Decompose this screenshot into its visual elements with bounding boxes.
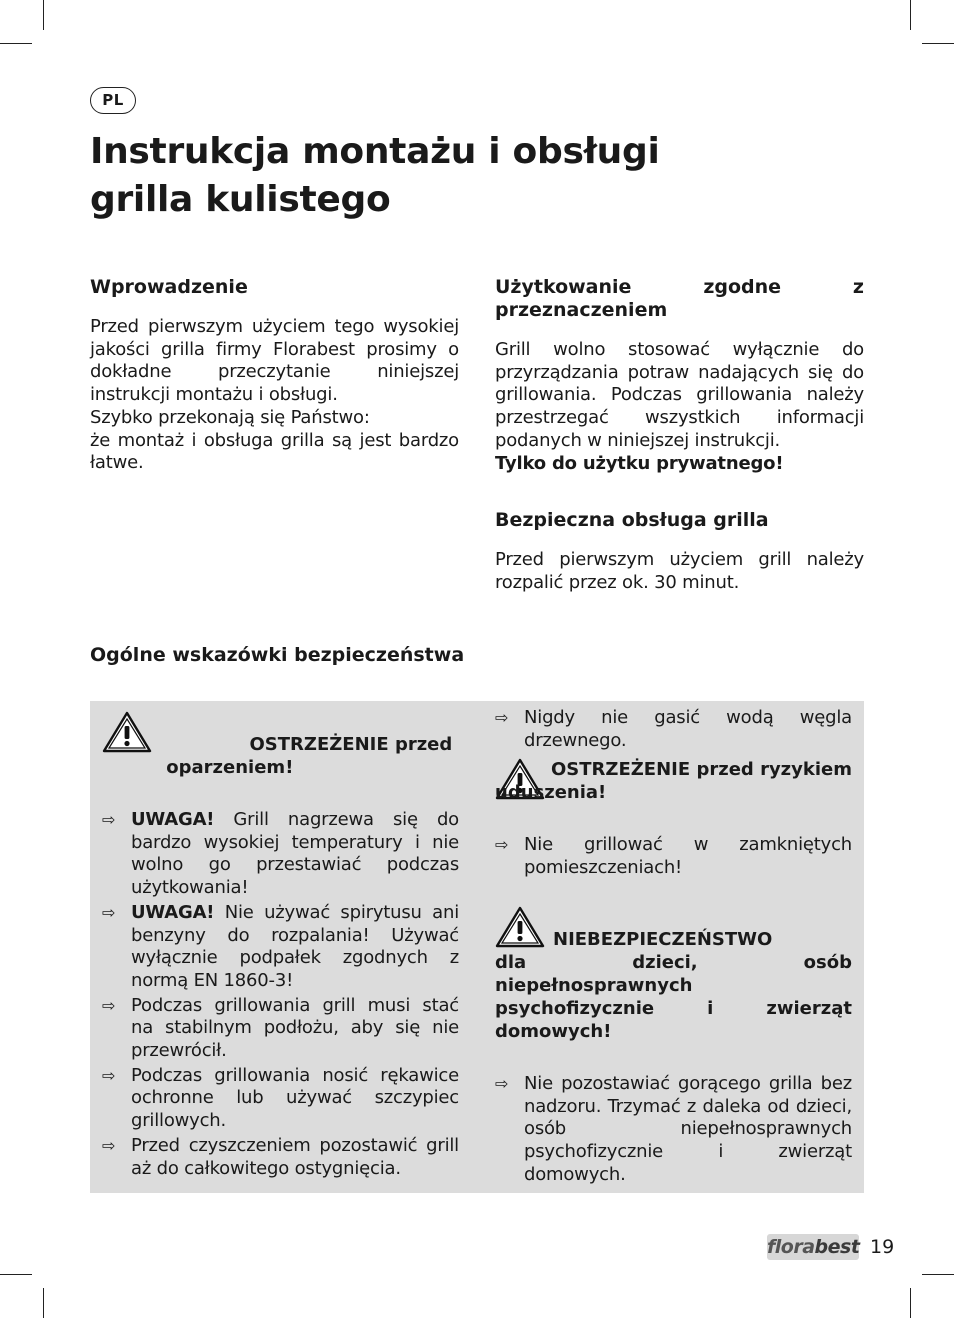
intended-use-heading: Użytkowanie zgodne z przeznaczeniem bbox=[495, 276, 864, 321]
page-title bbox=[90, 128, 790, 224]
water-warning-list bbox=[495, 707, 852, 752]
logo-text: flora bbox=[767, 1236, 815, 1258]
burn-warning-prefix: OSTRZEŻENIE bbox=[249, 734, 389, 755]
children-warning-list bbox=[495, 1073, 852, 1187]
page-number: 19 bbox=[870, 1236, 895, 1258]
arrow-right-icon: ⇨ bbox=[495, 708, 509, 727]
list-item-emphasis: UWAGA! bbox=[131, 901, 215, 923]
suffocation-warning-list bbox=[495, 834, 852, 879]
intended-use-section bbox=[495, 276, 864, 475]
children-warning-heading bbox=[495, 906, 852, 1043]
list-item bbox=[495, 707, 852, 752]
crop-mark bbox=[922, 43, 954, 44]
safe-handling-text bbox=[495, 549, 864, 594]
intro-line: Szybko przekonają się Państwo: bbox=[90, 406, 370, 428]
arrow-right-icon: ⇨ bbox=[102, 1135, 116, 1155]
intro-section bbox=[90, 276, 459, 475]
language-badge: PL bbox=[90, 87, 136, 114]
logo-text: best bbox=[814, 1236, 860, 1258]
crop-mark bbox=[910, 1288, 911, 1318]
suffocation-warning-rest: przed ryzykiem uduszenia! bbox=[495, 759, 852, 804]
safe-handling-heading: Bezpieczna obsługa grilla bbox=[495, 509, 769, 531]
list-item-text: Nie pozostawiać gorącego grilla bez nadzoru. Trzymać z daleka od dzieci, osób niepełnosprawnych psychofizycznie i zwierząt domowych. bbox=[524, 1072, 852, 1185]
arrow-right-icon: ⇨ bbox=[102, 995, 116, 1015]
arrow-right-icon: ⇨ bbox=[495, 835, 509, 855]
intended-use-text bbox=[495, 339, 864, 475]
arrow-right-icon: ⇨ bbox=[102, 810, 116, 829]
children-warning-rest: dla dzieci, osób niepełnosprawnych psychofizycznie i zwierząt domowych! bbox=[495, 951, 852, 1042]
crop-mark bbox=[0, 1274, 32, 1275]
children-warning-prefix: NIEBEZPIECZEŃSTWO bbox=[553, 928, 773, 950]
intro-paragraph: Przed pierwszym użyciem tego wysokiej jakości grilla firmy Florabest prosimy o dokładne przeczytanie niniejszej instrukcji montażu i obsługi. bbox=[90, 316, 459, 406]
list-item-text: Grill nagrzewa się do bardzo wysokiej temperatury i nie wolno go przestawiać podczas użytkowania! bbox=[131, 809, 459, 899]
intro-text bbox=[90, 316, 459, 475]
list-item-text: Nigdy nie gasić wodą węgla drzewnego. bbox=[524, 707, 852, 751]
crop-mark bbox=[0, 43, 32, 44]
arrow-right-icon: ⇨ bbox=[102, 902, 116, 922]
crop-mark bbox=[43, 1288, 44, 1318]
crop-mark bbox=[922, 1274, 954, 1275]
list-item bbox=[102, 809, 459, 900]
list-item-text: Nie używać spirytusu ani benzyny do rozpalania! Używać wyłącznie podpałek zgodnych z normą EN 1860-3! bbox=[131, 901, 459, 991]
warning-box bbox=[90, 701, 864, 1193]
intended-use-paragraph: Grill wolno stosować wyłącznie do przyrządzania potraw nadających się do grillowania. Podczas grillowania należy przestrzegać wszystkich informacji podanych w niniejszej instrukcji. bbox=[495, 339, 864, 451]
burn-warning-heading bbox=[102, 711, 459, 779]
suffocation-warning-heading bbox=[495, 758, 852, 804]
burn-warning-rest: przed oparzeniem! bbox=[166, 734, 453, 778]
list-item bbox=[495, 834, 852, 879]
florabest-logo bbox=[767, 1234, 859, 1260]
list-item-text: Podczas grillowania nosić rękawice ochronne lub używać szczypiec grillowych. bbox=[131, 1064, 459, 1132]
suffocation-warning-prefix: OSTRZEŻENIE bbox=[551, 759, 691, 781]
arrow-right-icon: ⇨ bbox=[495, 1073, 509, 1093]
page-title-line: Instrukcja montażu i obsługi bbox=[90, 131, 660, 172]
crop-mark bbox=[910, 0, 911, 30]
list-item bbox=[495, 1073, 852, 1187]
intro-line: że montaż i obsługa grilla są jest bardzo łatwe. bbox=[90, 429, 459, 474]
burn-warning-list bbox=[102, 809, 459, 1180]
page-title-line: grilla kulistego bbox=[90, 179, 391, 220]
list-item bbox=[102, 1065, 459, 1133]
warning-column-left bbox=[102, 711, 459, 1182]
list-item-emphasis: UWAGA! bbox=[131, 809, 215, 830]
safety-heading: Ogólne wskazówki bezpieczeństwa bbox=[90, 644, 465, 666]
list-item-text: Podczas grillowania grill musi stać na stabilnym podłożu, aby się nie przewrócił. bbox=[131, 994, 459, 1062]
list-item-text: Nie grillować w zamkniętych pomieszczeniach! bbox=[524, 834, 852, 879]
list-item bbox=[102, 902, 459, 993]
safe-handling-section bbox=[495, 509, 864, 594]
warning-triangle-icon bbox=[495, 906, 545, 948]
warning-column-right bbox=[495, 707, 852, 1188]
arrow-right-icon: ⇨ bbox=[102, 1065, 116, 1085]
warning-triangle-icon bbox=[102, 711, 152, 753]
crop-mark bbox=[43, 0, 44, 30]
intro-heading: Wprowadzenie bbox=[90, 276, 248, 298]
list-item bbox=[102, 1135, 459, 1180]
safe-handling-paragraph: Przed pierwszym użyciem grill należy rozpalić przez ok. 30 minut. bbox=[495, 549, 864, 593]
list-item bbox=[102, 995, 459, 1063]
private-use-note: Tylko do użytku prywatnego! bbox=[495, 452, 784, 474]
list-item-text: Przed czyszczeniem pozostawić grill aż do całkowitego ostygnięcia. bbox=[131, 1134, 459, 1179]
